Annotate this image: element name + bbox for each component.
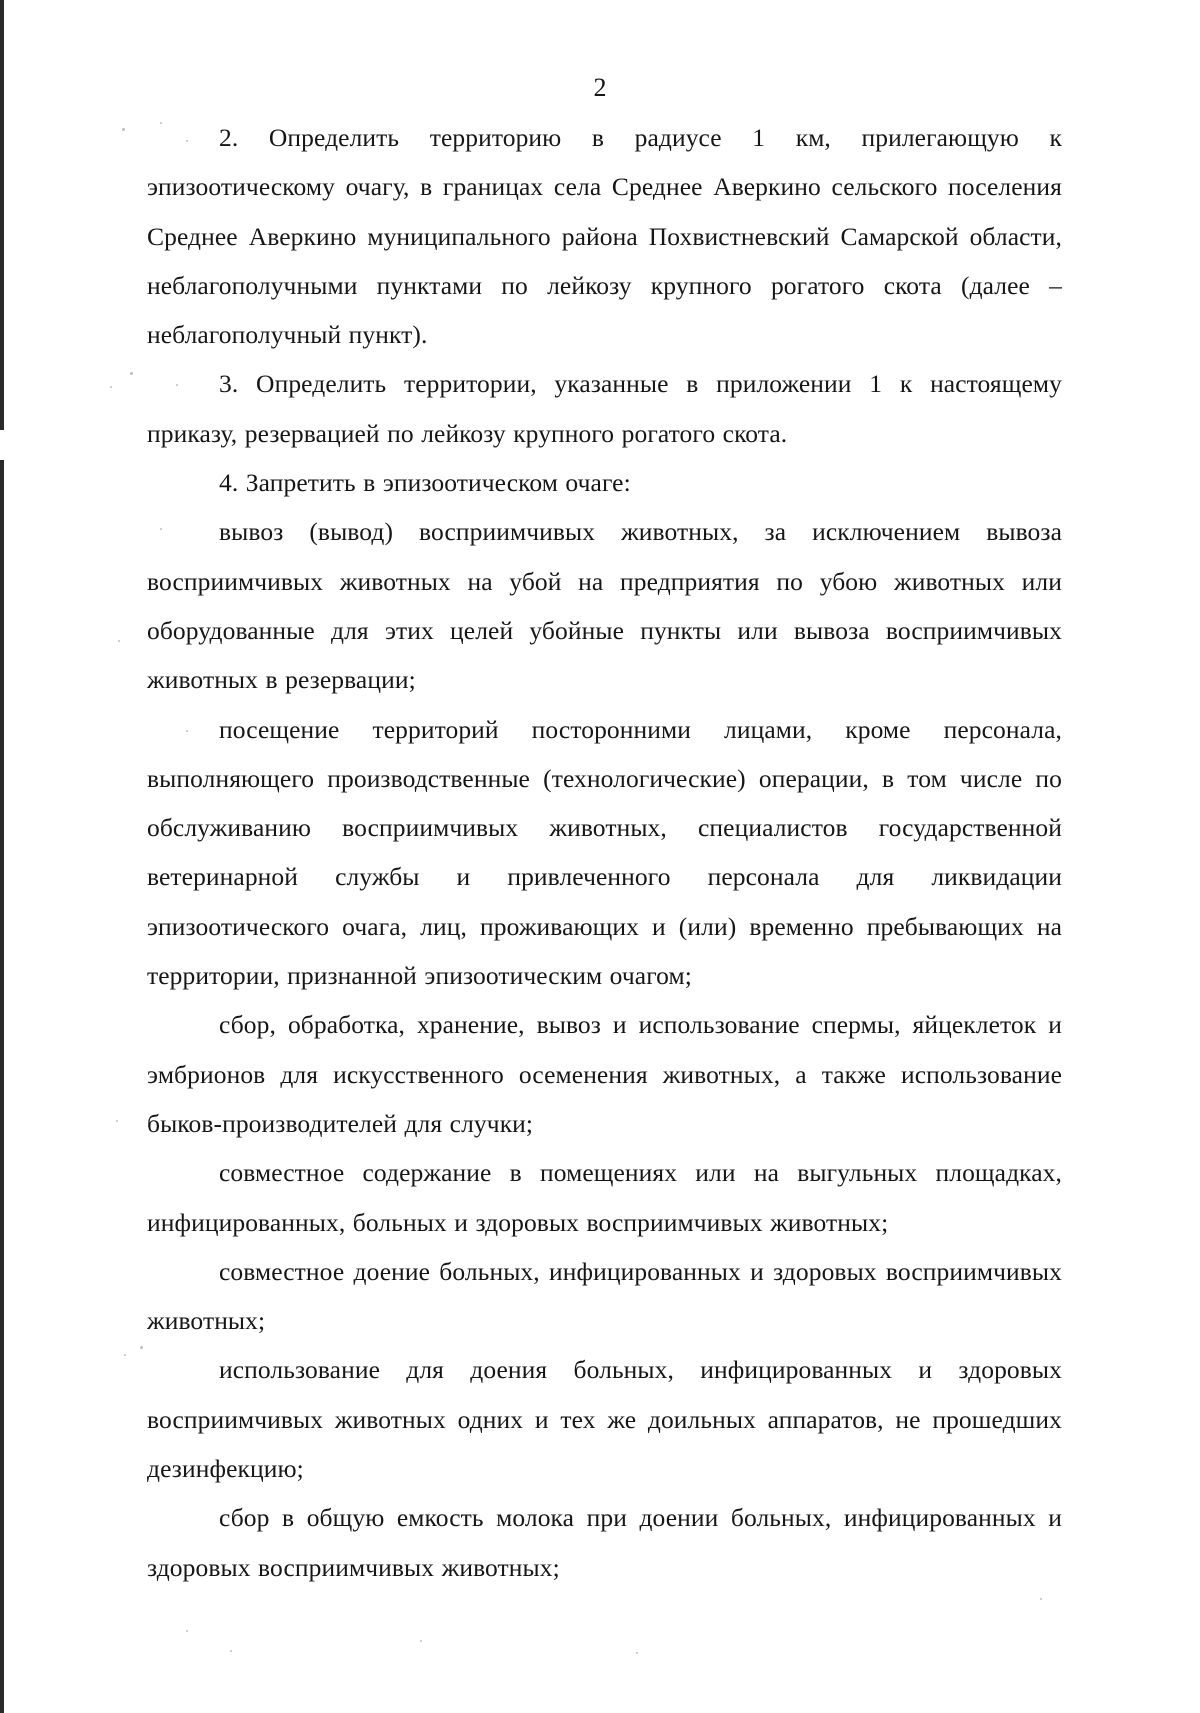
scan-speck xyxy=(160,528,162,530)
document-body xyxy=(147,113,1062,1592)
scan-speck xyxy=(160,122,162,124)
prohibition-visits: посещение территорий посторонними лицами, кроме персонала, выполняющего производственные (технологические) операции, в том числе по обслуживанию восприимчивых животных, специалистов государственной ветеринарной службы и привлеченного персонала для ликвидации эпизоотического очага, лиц, проживающих и (или) временно пребывающих на территории, признанной эпизоотическим очагом; xyxy=(147,714,1062,991)
scan-speck xyxy=(124,1354,126,1356)
paragraph-item-2: 2. Определить территорию в радиусе 1 км, прилегающую к эпизоотическому очагу, в границах села Среднее Аверкино сельского поселения Среднее Аверкино муниципального района Похвистневский Самарской области, неблагополучными пунктами по лейкозу крупного рогатого скота (далее – неблагополучный пункт). xyxy=(147,123,1062,350)
scan-speck xyxy=(1040,1598,1042,1600)
scan-speck xyxy=(186,730,188,732)
scan-speck xyxy=(110,386,112,388)
prohibition-shared-apparatus: использование для доения больных, инфицированных и здоровых восприимчивых животных одних и тех же доильных аппаратов, не прошедших дезинфекцию; xyxy=(147,1355,1062,1484)
scan-speck xyxy=(118,640,120,642)
scan-speck xyxy=(130,372,133,375)
scan-speck xyxy=(186,1630,188,1632)
scan-speck xyxy=(230,1650,232,1652)
page-edge-gap xyxy=(0,430,4,460)
prohibition-joint-milking: совместное доение больных, инфицированных и здоровых восприимчивых животных; xyxy=(147,1256,1062,1336)
prohibition-semen: сбор, обработка, хранение, вывоз и использование спермы, яйцеклеток и эмбрионов для искусственного осеменения животных, а также использование быков-производителей для случки; xyxy=(147,1010,1062,1138)
scan-speck xyxy=(116,1120,118,1122)
scan-speck xyxy=(122,128,125,131)
paragraph-item-3: 3. Определить территории, указанные в приложении 1 к настоящему приказу, резервацией по лейкозу крупного рогатого скота. xyxy=(147,369,1062,448)
prohibition-joint-keeping: совместное содержание в помещениях или на выгульных площадках, инфицированных, больных и здоровых восприимчивых животных; xyxy=(147,1158,1062,1237)
page-edge-line xyxy=(0,0,4,1713)
scan-speck xyxy=(636,1652,638,1654)
scan-speck xyxy=(176,384,178,386)
scan-speck xyxy=(420,1640,422,1642)
scan-speck xyxy=(186,140,188,142)
prohibition-export: вывоз (вывод) восприимчивых животных, за исключением вывоза восприимчивых животных на убой на предприятия по убою животных или оборудованные для этих целей убойные пункты или вывоза восприимчивых животных в резервации; xyxy=(147,517,1062,695)
page-number: 2 xyxy=(593,73,607,102)
scan-speck xyxy=(140,1346,143,1349)
prohibition-milk-collection: сбор в общую емкость молока при доении больных, инфицированных и здоровых восприимчивых животных; xyxy=(147,1503,1062,1582)
paragraph-item-4: 4. Запретить в эпизоотическом очаге: xyxy=(219,468,631,498)
